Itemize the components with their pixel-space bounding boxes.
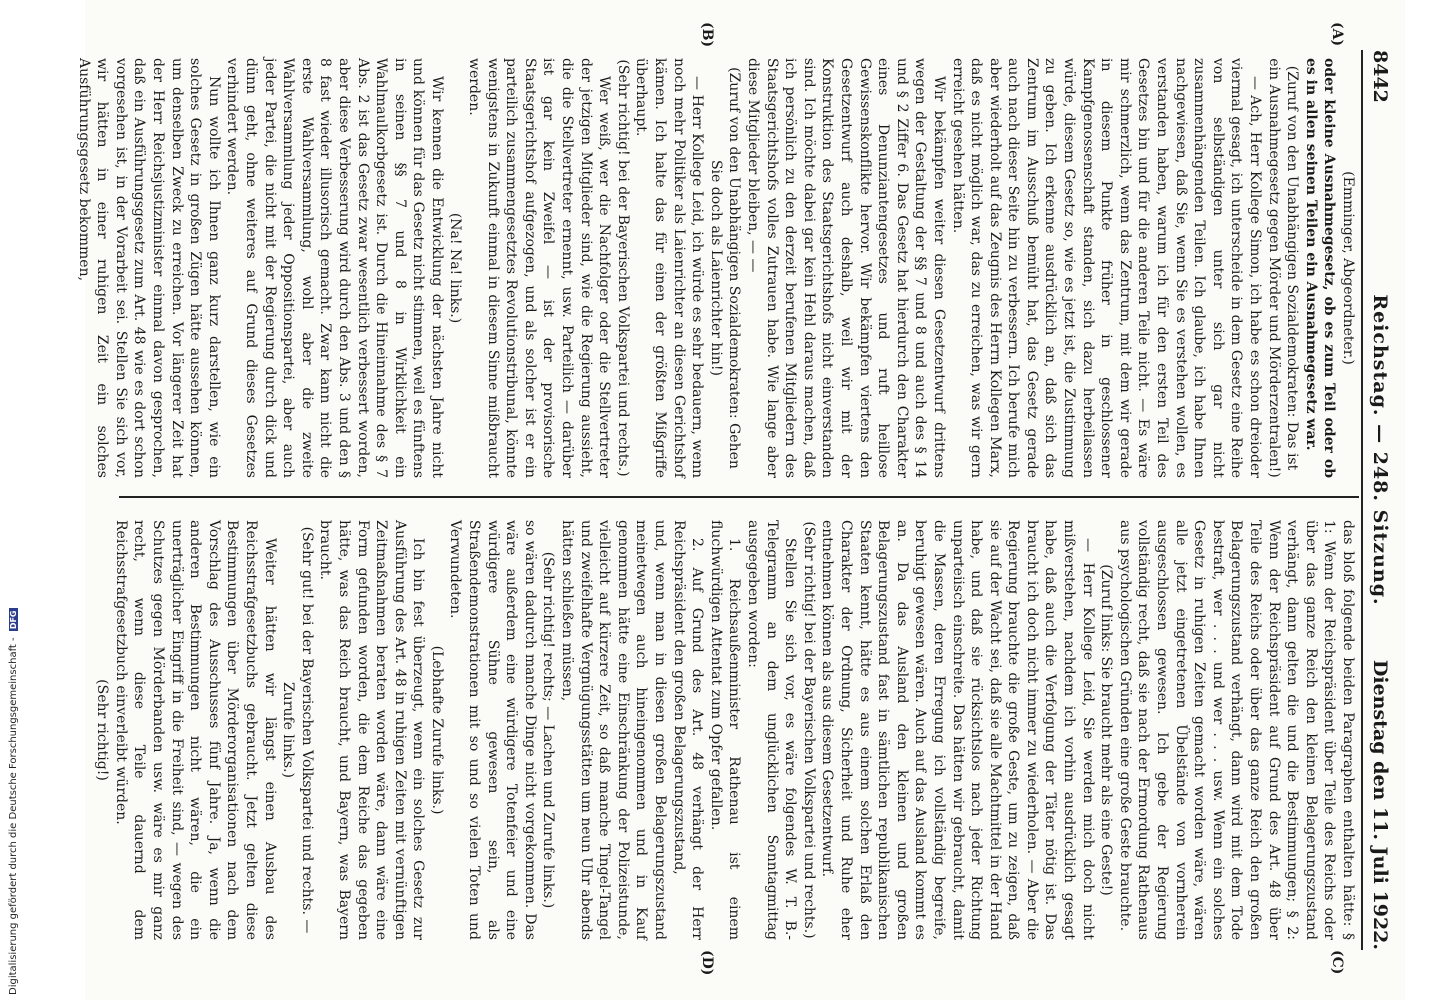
session-date: Dienstag den 11. Juli 1922. (1369, 659, 1391, 950)
document-page (75, 0, 1405, 1000)
paragraph: Ich bin fest überzeugt, wenn ein solches Gesetz zur Ausführung des Art. 48 in ruhigen Zeiten mit vernünftigen Zeitmaßnahmen beraten worden wäre, dann wäre eine Form gefunden worden, die dem Reiche das gegeben hätte, was das Reich braucht, und Bayern, was Bayern braucht. (317, 520, 427, 940)
digitization-note (8, 175, 24, 995)
margin-marker-a: (A) (1329, 22, 1345, 47)
interjection: (Zuruf links: Sie braucht mehr als eine Geste!) (1098, 564, 1115, 896)
interjection: (Sehr richtig! bei der Bayerischen Volkspartei und rechts.) (800, 521, 817, 939)
dfg-logo: DFG (8, 610, 18, 630)
paragraph: — Herr Kollege Leid, ich würde es sehr bedauern, wenn noch mehr Politiker als Laienrichter an diesen Gerichtshof kämen. Ich halte das für einen der größten Mißgriffe überhaupt. (633, 58, 706, 478)
paragraph: Weiter hätten wir längst einen Ausbau des Reichsstrafgesetzbuchs gebraucht. Jetzt gelten diese Bestimmungen über Mörderorganisationen nach dem Vorschlag des Ausschusses fünf Jahre. Ja, wenn die anderen Bestimmungen nicht wären, die ein unerträglicher Eingriff in die Freiheit sind, — wegen des Schutzes gegen Mörderbanden usw. wäre es mir ganz recht, wenn diese Teile dauernd dem Reichsstrafgesetzbuch einverleibt würden. (112, 520, 278, 940)
paragraph: — Ach, Herr Kollege Simon, ich habe es schon dreioder viermal gesagt, ich unterscheide in dem Gesetz eine Reihe von selbständigen unter sich gar nicht zusammenhängenden Teilen. Ich glaube, ich habe Ihnen nachgewiesen, daß Sie, wenn Sie es verstehen wollen, es verstanden haben, warum ich für den ersten Teil des Gesetzes bin und für die anderen Teile nicht. — Es wäre mir schmerzlich, wenn das Zentrum, mit dem wir gerade in diesem Punkte früher in geschlossener Kampfgenossenschaft standen, sich dazu herbeilassen würde, diesem Gesetz so, wie es jetzt ist, die Zustimmung zu geben. Ich erkenne ausdrücklich an, daß sich das Zentrum im Ausschuß bemüht hat, das Gesetz gerade auch nach dieser Seite hin zu verbessern. Ich berufe mich aber wiederholt auf das Zeugnis des Herrn Kollegen Marx, daß es nicht möglich war, das zu erreichen, was wir gern erreicht gesehen hätten. (949, 58, 1264, 478)
paragraph: so wären dadurch manche Dinge nicht vorgekommen. Das wäre außerdem eine würdigere Totenfeier und eine würdigere Sühne gewesen sein, als Straßendemonstrationen mit so und so vielen Toten und Verwundeten. (447, 520, 538, 940)
paragraph: oder kleine Ausnahmegesetz, ob es zum Teil oder ob es in allen seinen Teilen ein Ausnahmegesetz war. (1302, 58, 1338, 478)
list-item: 1. Reichsaußenminister Rathenau ist einem fluchwürdigen Attentat zum Opfer gefallen. (707, 520, 743, 940)
column-divider (119, 496, 1359, 498)
paragraph: Wir kennen die Entwicklung der nächsten Jahre nicht und können für das Gesetz nicht stimmen, weil es fünftens in seinen §§ 7 und 8 in Wirklichkeit ein Wahlmaulkorbgesetz ist. Durch die Hineinnahme des § 7 Abs. 2 ist das Gesetz zwar wesentlich verbessert worden, aber diese Verbesserung wird durch den Abs. 3 und den § 8 fast wieder illusorisch gemacht. Zwar kann nicht die erste Wahlversammlung, wohl aber die zweite Wahlversammlung jeder Oppositionspartei, aber auch jeder Partei, die nicht mit der Regierung durch dick und dünn geht, ohne weiteres auf Grund dieses Gesetzes verhindert werden. (224, 58, 445, 478)
paragraph: und, wenn man in diesen großen Belagerungszustand meinetwegen auch hineingenommen und in Kauf genommen hätte eine Einschränkung der Polizeistunde, vielleicht auf kürzere Zeit, so daß manche Tingel-Tangel und zweifelhafte Vergnügungsstätten um neun Uhr abends hätten schließen müssen, (559, 520, 669, 940)
paragraph: Wir bekämpfen weiter diesen Gesetzentwurf drittens wegen der Gestaltung der §§ 7 und 8 und auch des § 14 und § 2 Ziffer 6. Das Gesetz hat hierdurch den Charakter eines Denunziantengesetzes und ruft heillose Gewissenskonflikte hervor. Wir bekämpfen viertens den Gesetzentwurf auch deshalb, weil wir mit der Konstruktion des Staatsgerichtshofs nicht einverstanden sind. Ich möchte dabei gar kein Hehl daraus machen, daß ich persönlich zu den derzeit berufenen Mitgliedern des Staatsgerichtshofs volles Zutrauen habe. Wie lange aber diese Mitglieder bleiben, — — (745, 58, 947, 478)
interjection: (Sehr richtig! rechts; — Lachen und Zurufe links.) (540, 551, 557, 909)
margin-marker-d: (D) (699, 950, 715, 976)
list-item: 2. Auf Grund des Art. 48 verhängt der Herr Reichspräsident den großen Belagerungszustand, (670, 520, 706, 940)
digitization-note-text: Digitalisierung gefördert durch die Deutsche Forschungsgemeinschaft - (8, 637, 19, 995)
interjection: (Na! Na! links.) (447, 212, 464, 324)
speaker-line: (Emminger, Abgeordneter.) (1340, 171, 1356, 365)
interjection: (Lebhafte Zurufe links.) (428, 645, 445, 815)
margin-marker-c: (C) (1329, 950, 1345, 975)
interjection: (Zuruf von den Unabhängigen Sozialdemokraten: Gehen Sie doch als Laienrichter hin!) (707, 67, 743, 469)
paragraph: — Herr Kollege Leid, Sie werden mich doch nicht mißverstehen, nachdem ich vorhin ausdrücklich gesagt habe, daß auch die Verfolgung der Täter nötig ist. Das braucht ich doch nicht immer zu wiederholen. — Aber die Regierung brauchte die große Geste, um zu zeigen, daß sie auf der Wacht sei, daß sie alle Machtmittel in der Hand habe, und daß sie rücksichtslos nach jeder Richtung unparteiisch einschreite. Das hätten wir gebraucht, damit die Massen, deren Erregung ich vollständig begreife, beruhigt gewesen wären. Auch auf das Ausland kommt es an. Da das Ausland den kleinen und großen Belagerungszustand fast in sämtlichen republikanischen Staaten kennt, hätte es aus einem solchen Erlaß den Charakter der Ordnung, Sicherheit und Ruhe eher entnehmen können als aus diesem Gesetzentwurf. (819, 520, 1096, 940)
page-number: 8442 (1369, 50, 1391, 103)
interjection: (Sehr richtig!) (94, 679, 111, 781)
paragraph: Nun wollte ich Ihnen ganz kurz darstellen, wie ein solches Gesetz in großen Zügen hätte aussehen können, um denselben Zweck zu erreichen. Vor längerer Zeit hat der Herr Reichsjustizminister einmal davon gesprochen, daß ein Ausführungsgesetz zum Art. 48 wie es dort schon vorgesehen ist, in der Vorarbeit sei. Stellen Sie sich vor, wir hätten in einer ruhigen Zeit ein solches Ausführungsgesetz bekommen, (75, 58, 222, 478)
interjection: (Sehr gut! bei der Bayerischen Volkspartei und rechts. — Zurufe links.) (280, 526, 315, 934)
margin-marker-b: (B) (699, 22, 715, 48)
interjection: (Sehr richtig! bei der Bayerischen Volkspartei und rechts.) (614, 59, 631, 477)
paragraph: das bloß folgende beiden Paragraphen enthalten hätte: § 1: Wenn der Reichspräsident über Teile des Reichs oder über das ganze Reich den kleinen Belagerungszustand verhängt, dann gelten die und die Bestimmungen; § 2: Wenn der Reichspräsident auf Grund des Art. 48 über Teile des Reichs oder über das ganze Reich den großen Belagerungszustand verhängt, dann wird mit dem Tode bestraft, wer . . . und wer . . . usw. Wenn ein solches Gesetz in ruhigen Zeiten gemacht worden wäre, wären alle jetzt eingetretenen Übelstände von vornherein ausgeschlossen gewesen. Ich gebe der Regierung vollständig recht, daß sie nach der Ermordung Rathenaus aus psychologischen Gründen eine große Geste brauchte. (1116, 520, 1356, 940)
left-column (75, 58, 1357, 478)
session-title: Reichstag. — 248. Sitzung. (1369, 294, 1391, 606)
right-column (94, 520, 1357, 940)
interjection: (Zuruf von den Unabhängigen Sozialdemokraten: Das ist ein Ausnahmegesetz gegen Mörder und Mörderzentralen!) (1265, 58, 1301, 478)
paragraph: Stellen Sie sich vor, es wäre folgendes W. T. B.-Telegramm an dem unglücklichen Sonntagmittag ausgegeben worden: (745, 520, 799, 940)
page-header (1361, 50, 1397, 950)
paragraph: Wer weiß, wer die Nachfolger oder die Stellvertreter der jetzigen Mitglieder sind, wie die Regierung aussieht, die die Stellvertreter ernennt, usw. Parteilich — darüber ist gar kein Zweifel — ist der provisorische Staatsgerichtshof aufgezogen, und als solcher ist er ein parteilich zusammengesetztes Revolutionstribunal, könnte wenigstens in Zukunft einmal in diesem Sinne mißbraucht werden. (466, 58, 613, 478)
